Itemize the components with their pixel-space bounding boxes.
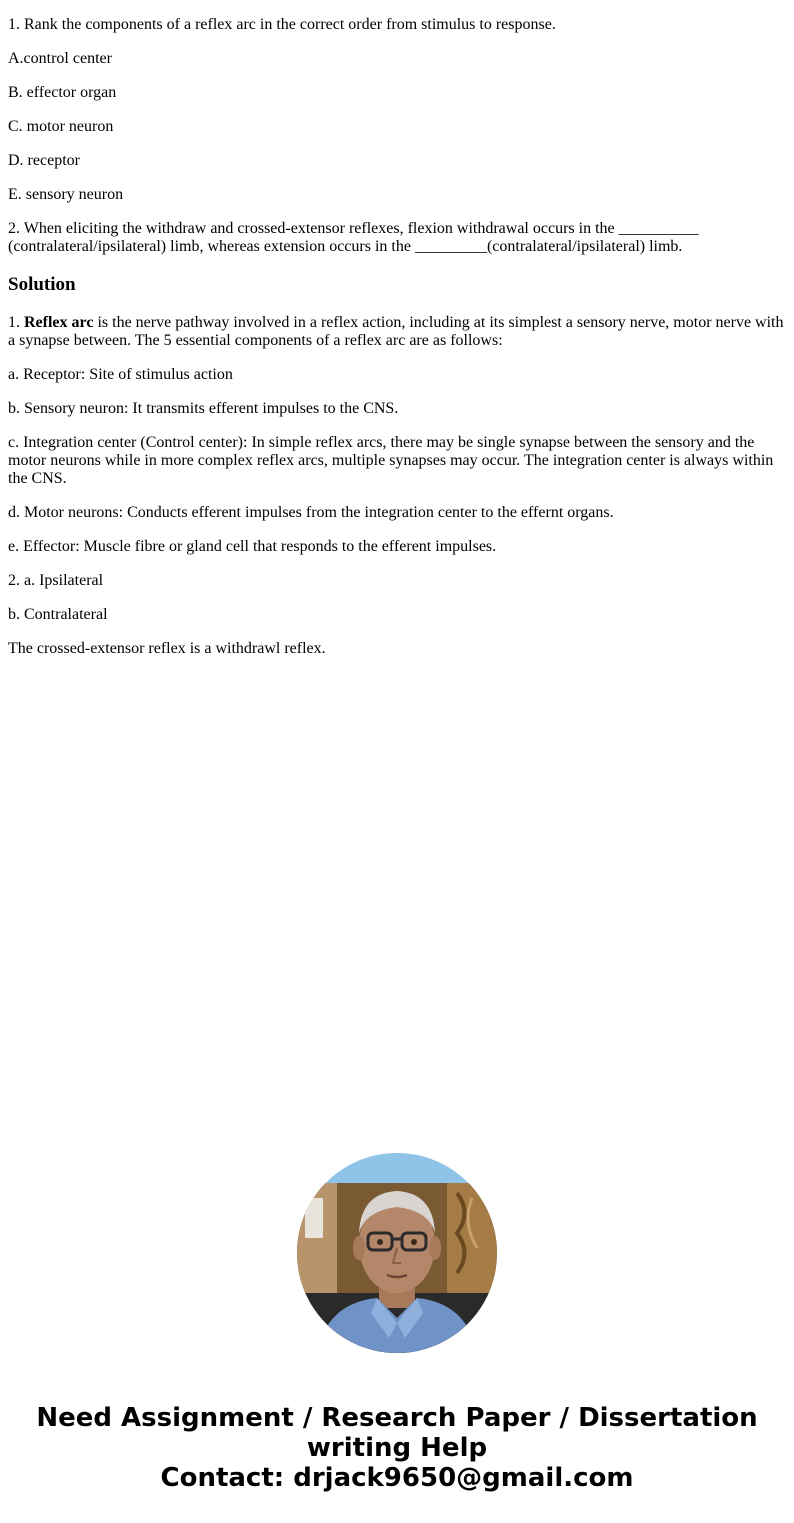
promo-line-2: writing Help (306, 1433, 488, 1463)
promo-banner (0, 1403, 794, 1493)
answer-b: b. Contralateral (8, 606, 108, 623)
solution-heading: Solution (8, 274, 76, 295)
component-effector: e. Effector: Muscle fibre or gland cell that responds to the efferent impulses. (8, 538, 497, 555)
component-integration-center: c. Integration center (Control center): In simple reflex arcs, there may be single synapse between the sensory and the motor neurons while in more complex reflex arcs, multiple synapses may occur. The integration center is always within the CNS. (8, 434, 774, 487)
component-receptor: a. Receptor: Site of stimulus action (8, 366, 233, 383)
option-b: B. effector organ (8, 84, 117, 101)
promo-contact: Contact: drjack9650@gmail.com (160, 1463, 634, 1493)
solution-intro (8, 314, 786, 350)
answer-a: 2. a. Ipsilateral (8, 572, 104, 589)
option-a: A.control center (8, 50, 112, 67)
component-motor-neurons: d. Motor neurons: Conducts efferent impulses from the integration center to the effernt organs. (8, 504, 614, 521)
component-sensory-neuron: b. Sensory neuron: It transmits efferent impulses to the CNS. (8, 400, 399, 417)
solution-intro-prefix: 1. (8, 314, 24, 331)
solution-intro-rest: is the nerve pathway involved in a reflex action, including at its simplest a sensory nerve, motor nerve with a synapse between. The 5 essential components of a reflex arc are as follows: (8, 314, 784, 349)
author-photo (297, 1153, 497, 1353)
option-d: D. receptor (8, 152, 80, 169)
document-body (8, 0, 786, 674)
option-e: E. sensory neuron (8, 186, 124, 203)
promo-line-1: Need Assignment / Research Paper / Dissertation (36, 1403, 758, 1433)
author-photo-illustration (297, 1153, 497, 1353)
solution-note: The crossed-extensor reflex is a withdrawl reflex. (8, 640, 326, 657)
question-1: 1. Rank the components of a reflex arc in the correct order from stimulus to response. (8, 16, 556, 33)
option-c: C. motor neuron (8, 118, 114, 135)
reflex-arc-term: Reflex arc (24, 314, 94, 331)
question-2: 2. When eliciting the withdraw and crossed-extensor reflexes, flexion withdrawal occurs in the __________ (contralateral/ipsilateral) limb, whereas extension occurs in the _________(contralateral/ipsilateral) limb. (8, 220, 699, 255)
